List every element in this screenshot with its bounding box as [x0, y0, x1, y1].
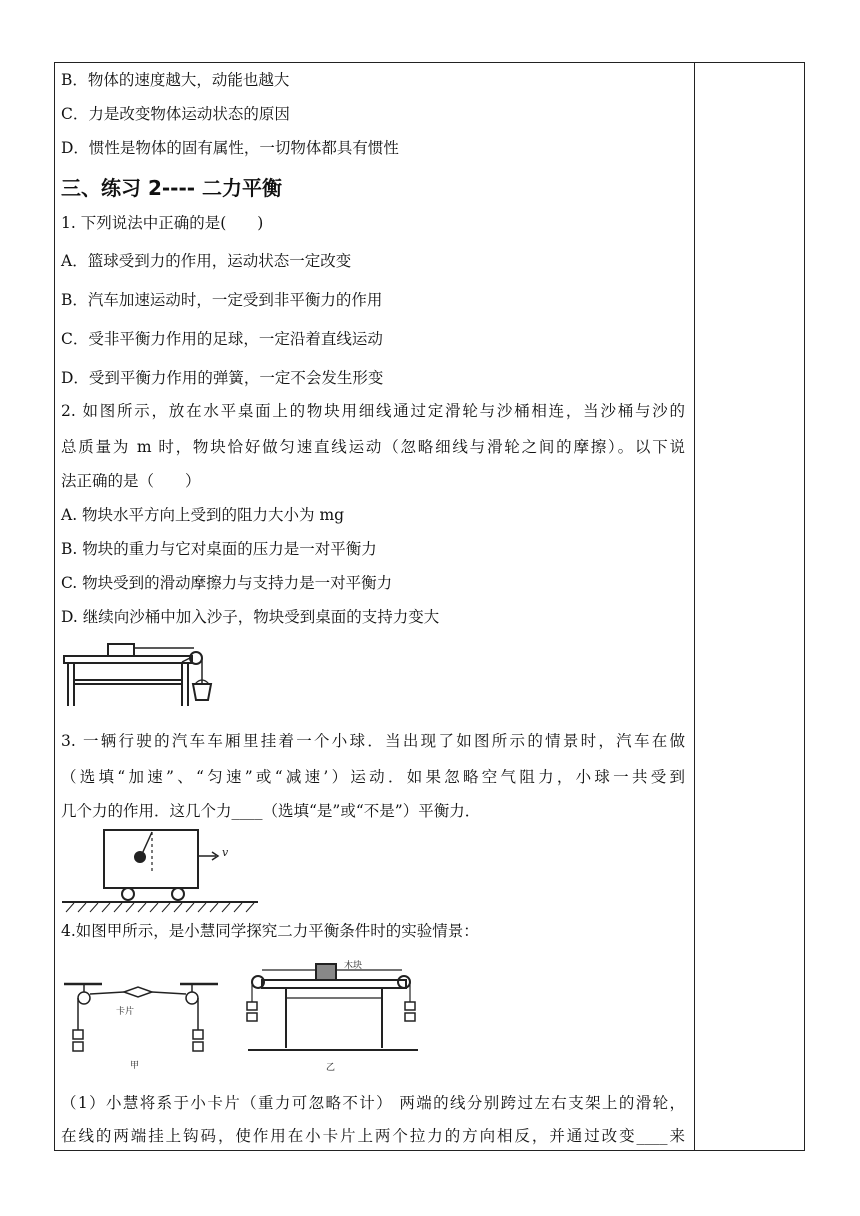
q4-figure-yi: [246, 958, 422, 1074]
q3-car-figure: [62, 826, 262, 916]
q4-figure-jia: [62, 978, 222, 1070]
wheel-left: [122, 888, 134, 900]
sand-bucket: [193, 684, 211, 700]
wooden-block: [316, 964, 336, 980]
q1-option-c: C．受非平衡力作用的足球，一定沿着直线运动: [61, 330, 383, 348]
column-divider: [694, 62, 695, 1151]
card: [124, 987, 152, 997]
q1-option-b: B．汽车加速运动时，一定受到非平衡力的作用: [61, 291, 383, 309]
figure-yi-label: 乙: [326, 1063, 336, 1073]
q2-table-pulley-figure: [62, 640, 214, 708]
q2-stem-line-3: 法正确的是（ ）: [61, 472, 201, 490]
card-label: 卡片: [116, 1007, 135, 1017]
block: [108, 644, 134, 656]
q2-stem-line-2: 总质量为 m 时，物块恰好做匀速直线运动（忽略细线与滑轮之间的摩擦）。以下说: [61, 438, 685, 456]
prev-option-d: D．惯性是物体的固有属性，一切物体都具有惯性: [61, 139, 399, 157]
q4-sub1-line-2: 在线的两端挂上钩码，使作用在小卡片上两个拉力的方向相反，并通过改变____来: [61, 1127, 685, 1145]
yi-right-pulley: [398, 976, 410, 988]
q2-option-b: B. 物块的重力与它对桌面的压力是一对平衡力: [61, 540, 377, 558]
yi-table-top: [262, 980, 406, 988]
wheel-right: [172, 888, 184, 900]
velocity-label: v: [222, 846, 229, 859]
ball: [135, 852, 145, 862]
q2-stem-line-1: 2. 如图所示，放在水平桌面上的物块用细线通过定滑轮与沙桶相连，当沙桶与沙的: [61, 402, 685, 420]
q4-stem: 4.如图甲所示，是小慧同学探究二力平衡条件时的实验情景：: [61, 922, 479, 940]
left-pulley: [78, 992, 90, 1004]
q1-option-a: A．篮球受到力的作用，运动状态一定改变: [61, 252, 352, 270]
q1-option-d: D．受到平衡力作用的弹簧，一定不会发生形变: [61, 369, 384, 387]
right-pulley: [186, 992, 198, 1004]
q2-option-c: C. 物块受到的滑动摩擦力与支持力是一对平衡力: [61, 574, 393, 592]
block-label: 木块: [344, 961, 363, 971]
q2-option-d: D. 继续向沙桶中加入沙子，物块受到桌面的支持力变大: [61, 608, 440, 626]
q2-option-a: A. 物块水平方向上受到的阻力大小为 mg: [61, 506, 345, 524]
section-title: 三、练习 2---- 二力平衡: [61, 176, 283, 200]
q3-stem-line-1: 3. 一辆行驶的汽车车厢里挂着一个小球．当出现了如图所示的情景时，汽车在做: [61, 732, 685, 750]
prev-option-c: C．力是改变物体运动状态的原因: [61, 105, 290, 123]
prev-option-b: B．物体的速度越大，动能也越大: [61, 71, 290, 89]
table-top: [64, 656, 192, 663]
q4-sub1-line-1: （1）小慧将系于小卡片（重力可忽略不计） 两端的线分别跨过左右支架上的滑轮，: [61, 1094, 685, 1112]
figure-jia-label: 甲: [130, 1061, 140, 1070]
q1-stem: 1. 下列说法中正确的是( ): [61, 214, 264, 232]
q3-stem-line-2: （选填“加速”、“匀速”或“减速’）运动．如果忽略空气阻力，小球一共受到: [61, 768, 685, 786]
q3-stem-line-3: 几个力的作用．这几个力____（选填“是”或“不是”）平衡力．: [61, 802, 481, 820]
car-body: [104, 830, 198, 888]
